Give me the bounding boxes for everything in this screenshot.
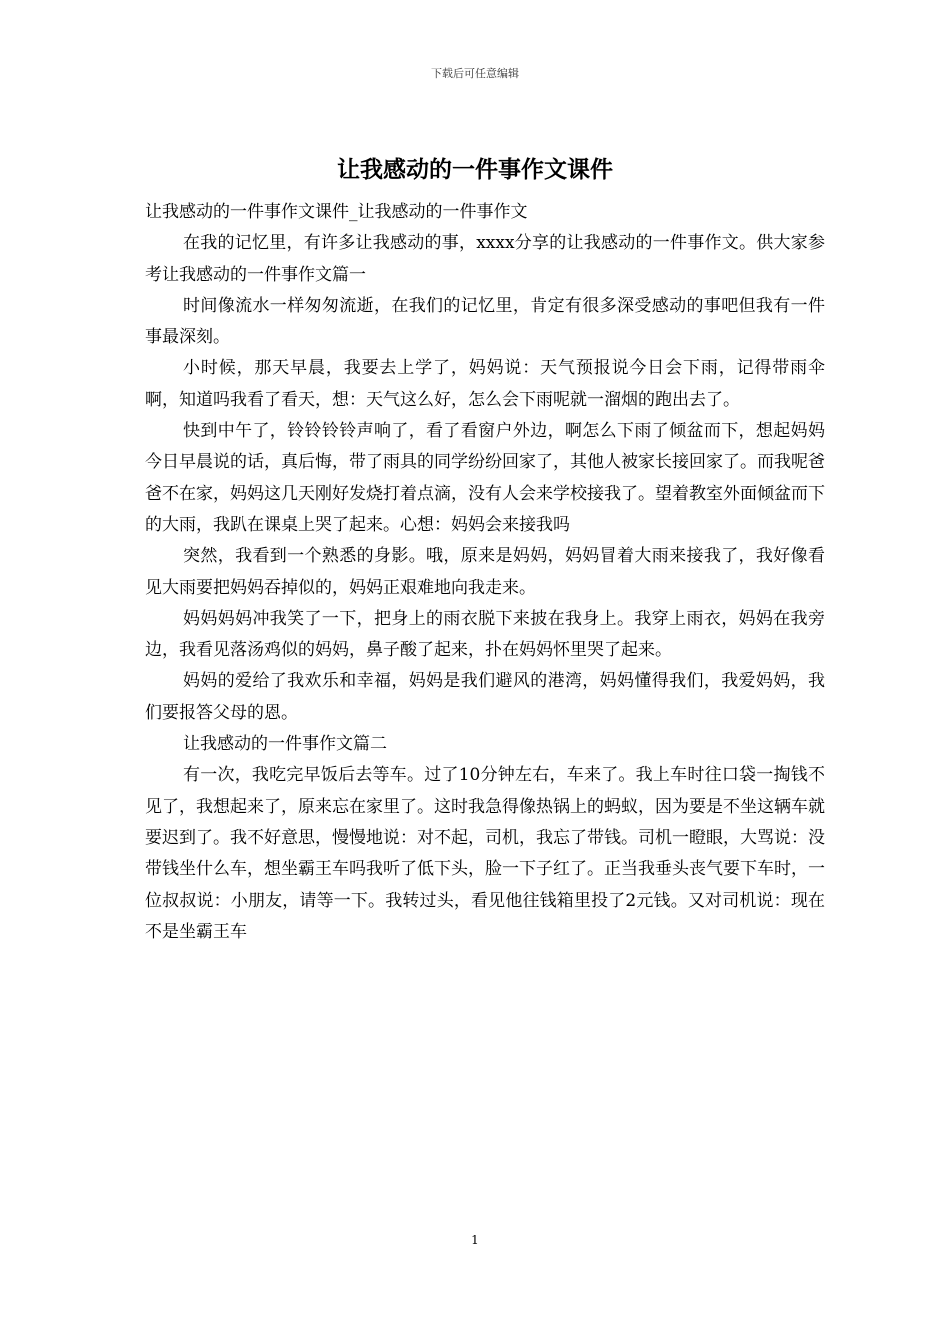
document-title: 让我感动的一件事作文课件 (337, 156, 613, 183)
paragraph: 小时候，那天早晨，我要去上学了，妈妈说：天气预报说今日会下雨，记得带雨伞啊，知道吗我看了看天，想：天气这么好，怎么会下雨呢就一溜烟的跑出去了。 (145, 358, 825, 410)
paragraph: 突然，我看到一个熟悉的身影。哦，原来是妈妈，妈妈冒着大雨来接我了，我好像看见大雨要把妈妈吞掉似的，妈妈正艰难地向我走来。 (145, 546, 825, 598)
paragraph: 时间像流水一样匆匆流逝，在我们的记忆里，肯定有很多深受感动的事吧但我有一件事最深刻。 (145, 295, 825, 348)
paragraph: 妈妈的爱给了我欢乐和幸福，妈妈是我们避风的港湾，妈妈懂得我们，我爱妈妈，我们要报答父母的恩。 (145, 671, 825, 723)
section-heading: 让我感动的一件事作文篇二 (183, 734, 387, 755)
header-note: 下载后可任意编辑 (431, 67, 519, 80)
subtitle-line: 让我感动的一件事作文课件_让我感动的一件事作文 (145, 202, 528, 222)
paragraph: 妈妈妈妈冲我笑了一下，把身上的雨衣脱下来披在我身上。我穿上雨衣，妈妈在我旁边，我看见落汤鸡似的妈妈，鼻子酸了起来，扑在妈妈怀里哭了起来。 (145, 608, 825, 661)
paragraph: 快到中午了，铃铃铃铃声响了，看了看窗户外边，啊怎么下雨了倾盆而下，想起妈妈今日早晨说的话，真后悔，带了雨具的同学纷纷回家了，其他人被家长接回家了。而我呢爸爸不在家，妈妈这几天刚好发烧打着点滴，没有人会来学校接我了。望着教室外面倾盆而下的大雨，我趴在课桌上哭了起来。心想：妈妈会来接我吗 (145, 421, 825, 535)
paragraph: 有一次，我吃完早饭后去等车。过了10分钟左右，车来了。我上车时往口袋一掏钱不见了，我想起来了，原来忘在家里了。这时我急得像热锅上的蚂蚁，因为要是不坐这辆车就要迟到了。我不好意思，慢慢地说：对不起，司机，我忘了带钱。司机一瞪眼，大骂说：没带钱坐什么车，想坐霸王车吗我听了低下头，脸一下子红了。正当我垂头丧气要下车时，一位叔叔说：小朋友，请等一下。我转过头，看见他往钱箱里投了2元钱。又对司机说：现在不是坐霸王车 (145, 765, 825, 942)
paragraph: 在我的记忆里，有许多让我感动的事，xxxx分享的让我感动的一件事作文。供大家参考让我感动的一件事作文篇一 (145, 233, 825, 285)
page-number: 1 (471, 1233, 479, 1247)
document-body (145, 197, 825, 948)
